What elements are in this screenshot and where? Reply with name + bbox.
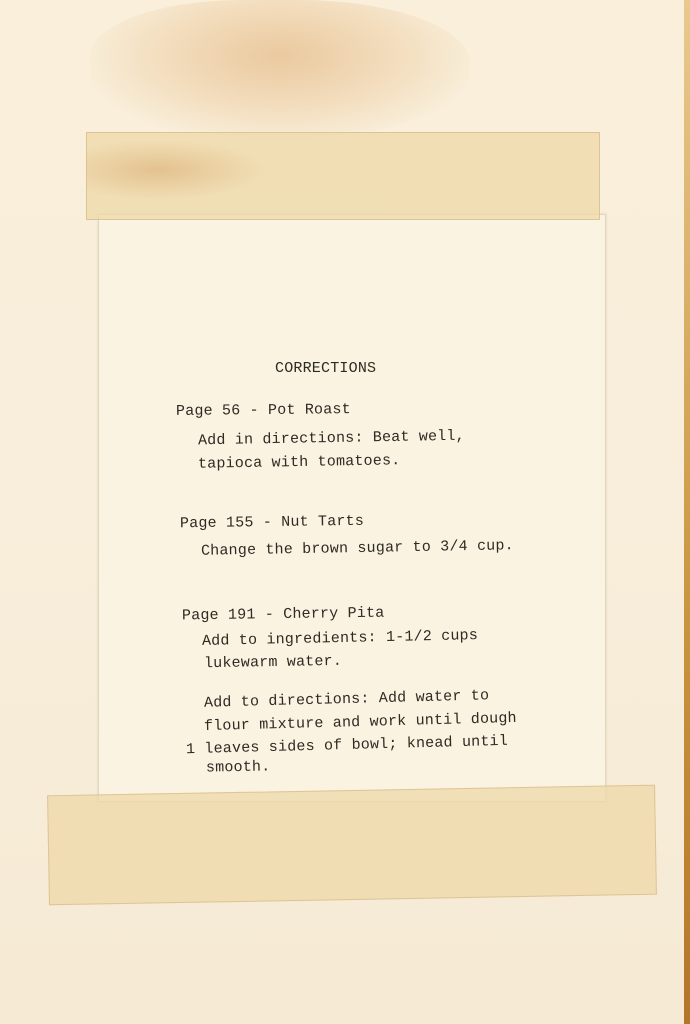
entry-line: Change the brown sugar to 3/4 cup. [200,537,514,560]
corrections-title: CORRECTIONS [275,360,377,377]
entry-line: Add in directions: Beat well, [197,427,465,450]
entry-heading: Page 155 - Nut Tarts [179,512,365,533]
entry-line: lukewarm water. [203,652,343,673]
entry-line: 1 leaves sides of bowl; knead until [185,732,509,759]
entry-heading: Page 191 - Cherry Pita [181,604,385,625]
entry-heading: Page 56 - Pot Roast [175,401,351,420]
water-stain [90,0,470,140]
entry-line: Add to ingredients: 1-1/2 cups [201,627,479,650]
tape-stain [86,140,266,200]
entry-line: smooth. [205,758,271,777]
tape-bottom [47,785,657,906]
entry-line: tapioca with tomatoes. [197,452,401,473]
entry-line: flour mixture and work until dough [203,709,518,736]
entry-line: Add to directions: Add water to [203,687,490,712]
page-edge [684,0,690,1024]
